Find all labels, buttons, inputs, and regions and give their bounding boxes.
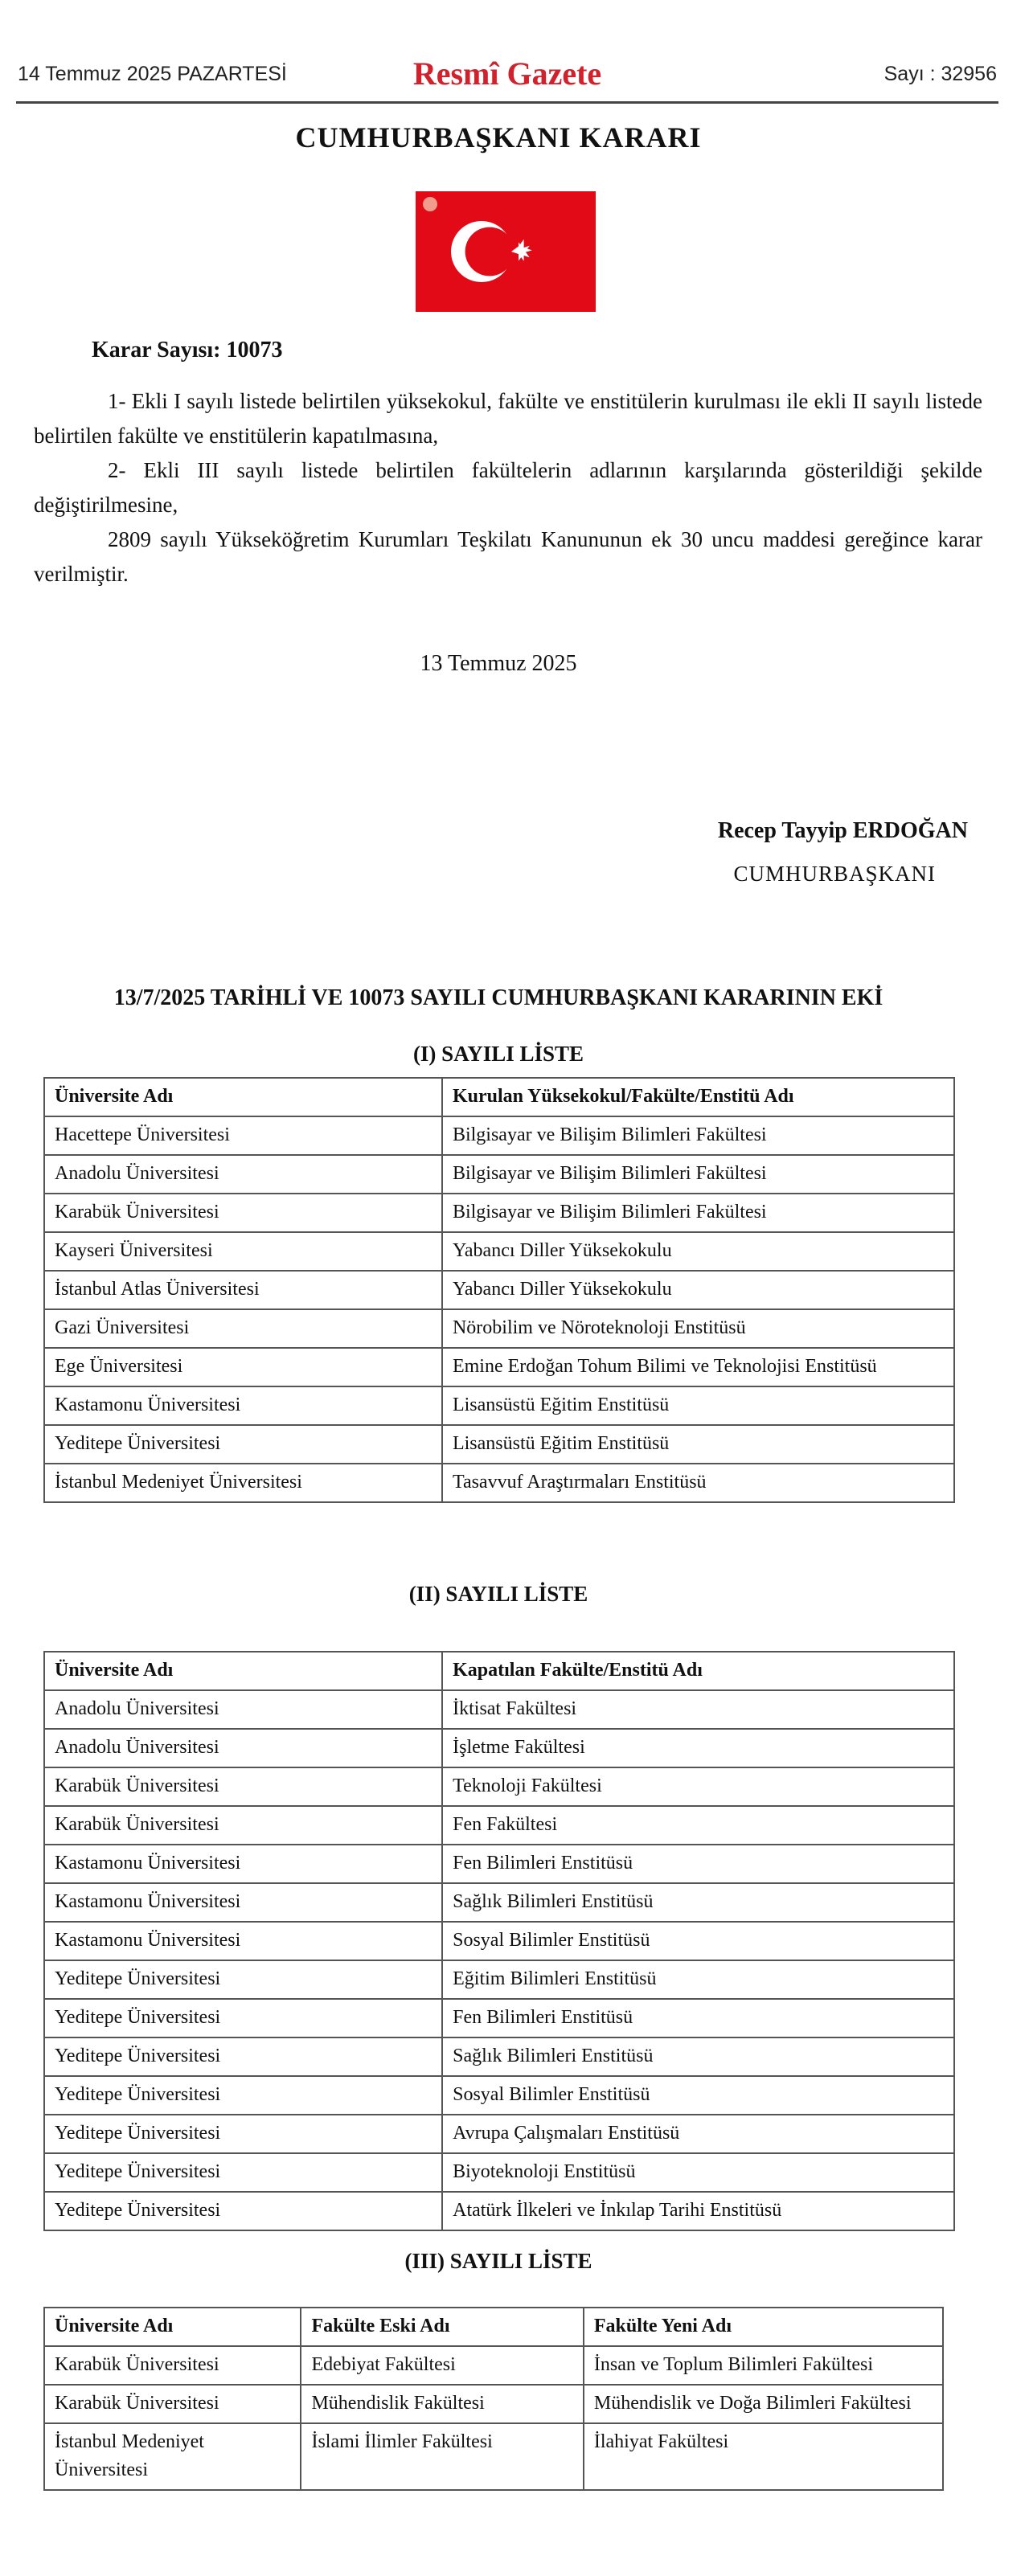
table-cell: Yeditepe Üniversitesi — [44, 2076, 442, 2115]
table-row — [44, 1960, 954, 1999]
table-cell: İktisat Fakültesi — [442, 1690, 954, 1729]
list-2-table — [43, 1651, 955, 2231]
table-row — [44, 1232, 954, 1271]
table-row — [44, 1386, 954, 1425]
table-row — [44, 2037, 954, 2076]
table-row — [44, 2115, 954, 2153]
decree-date: 13 Temmuz 2025 — [420, 651, 577, 676]
table-cell: Lisansüstü Eğitim Enstitüsü — [442, 1425, 954, 1464]
table-cell: Yeditepe Üniversitesi — [44, 1960, 442, 1999]
table-cell: Bilgisayar ve Bilişim Bilimleri Fakültesi — [442, 1116, 954, 1155]
table-cell: İlahiyat Fakültesi — [584, 2423, 943, 2490]
table-row — [44, 2153, 954, 2192]
decree-paragraph-3: 2809 sayılı Yükseköğretim Kurumları Teşkilatı Kanununun ek 30 uncu maddesi gereğince karar verilmiştir. — [34, 527, 982, 586]
table-row — [44, 1464, 954, 1502]
table-cell: Yeditepe Üniversitesi — [44, 1999, 442, 2037]
table-cell: Fen Bilimleri Enstitüsü — [442, 1999, 954, 2037]
table-cell: Kastamonu Üniversitesi — [44, 1883, 442, 1922]
table-row — [44, 1309, 954, 1348]
flag-emblem-mark — [423, 197, 437, 211]
decree-title: CUMHURBAŞKANI KARARI — [295, 121, 702, 154]
table-header-row — [44, 2308, 943, 2346]
table-row — [44, 1806, 954, 1845]
table-cell: Yeditepe Üniversitesi — [44, 1425, 442, 1464]
table-cell: Atatürk İlkeleri ve İnkılap Tarihi Enstitüsü — [442, 2192, 954, 2230]
table-cell: İstanbul Atlas Üniversitesi — [44, 1271, 442, 1309]
table-cell: Ege Üniversitesi — [44, 1348, 442, 1386]
column-header: Fakülte Yeni Adı — [584, 2308, 943, 2346]
table-cell: Kayseri Üniversitesi — [44, 1232, 442, 1271]
table-cell: İslami İlimler Fakültesi — [301, 2423, 583, 2490]
table-row — [44, 1883, 954, 1922]
table-cell: Lisansüstü Eğitim Enstitüsü — [442, 1386, 954, 1425]
table-cell: Sosyal Bilimler Enstitüsü — [442, 2076, 954, 2115]
issue-number: Sayı : 32956 — [883, 63, 997, 85]
table-header-row — [44, 1652, 954, 1690]
table-cell: Anadolu Üniversitesi — [44, 1690, 442, 1729]
table-row — [44, 1155, 954, 1194]
table-cell: Sağlık Bilimleri Enstitüsü — [442, 1883, 954, 1922]
table-cell: İstanbul Medeniyet Üniversitesi — [44, 1464, 442, 1502]
header-date: 14 Temmuz 2025 PAZARTESİ — [18, 63, 287, 85]
table-cell: Avrupa Çalışmaları Enstitüsü — [442, 2115, 954, 2153]
decree-paragraph-1: 1- Ekli I sayılı listede belirtilen yüksekokul, fakülte ve enstitülerin kurulması ile ekli II sayılı listede belirtilen fakülte ve enstitülerin kapatılmasına, — [34, 389, 982, 448]
table-row — [44, 1194, 954, 1232]
table-cell: Kastamonu Üniversitesi — [44, 1386, 442, 1425]
table-cell: Karabük Üniversitesi — [44, 2346, 301, 2385]
table-cell: Sosyal Bilimler Enstitüsü — [442, 1922, 954, 1960]
table-row — [44, 1845, 954, 1883]
table-cell: Edebiyat Fakültesi — [301, 2346, 583, 2385]
list-2-title: (II) SAYILI LİSTE — [408, 1582, 588, 1606]
column-header: Üniversite Adı — [44, 1078, 442, 1116]
table-cell: Karabük Üniversitesi — [44, 2385, 301, 2423]
table-row — [44, 1348, 954, 1386]
table-cell: Nörobilim ve Nöroteknoloji Enstitüsü — [442, 1309, 954, 1348]
table-cell: Yabancı Diller Yüksekokulu — [442, 1271, 954, 1309]
table-cell: Karabük Üniversitesi — [44, 1767, 442, 1806]
table-cell: Anadolu Üniversitesi — [44, 1155, 442, 1194]
table-cell: Karabük Üniversitesi — [44, 1806, 442, 1845]
gazette-name: Resmî Gazete — [412, 55, 602, 92]
table-row — [44, 2346, 943, 2385]
annex-title: 13/7/2025 TARİHLİ VE 10073 SAYILI CUMHURBAŞKANI KARARININ EKİ — [113, 985, 883, 1010]
list-3-title: (III) SAYILI LİSTE — [404, 2249, 592, 2273]
table-cell: Kastamonu Üniversitesi — [44, 1922, 442, 1960]
header-divider — [16, 101, 998, 104]
table-row — [44, 1999, 954, 2037]
table-cell: Emine Erdoğan Tohum Bilimi ve Teknolojisi Enstitüsü — [442, 1348, 954, 1386]
signer-title: CUMHURBAŞKANI — [733, 862, 936, 886]
list-2-body — [44, 1690, 954, 2230]
gazette-header — [18, 50, 997, 103]
decree-body — [34, 384, 982, 592]
signer-name: Recep Tayyip ERDOĞAN — [717, 818, 968, 843]
column-header: Üniversite Adı — [44, 2308, 301, 2346]
list-3-table — [43, 2307, 944, 2491]
table-cell: Biyoteknoloji Enstitüsü — [442, 2153, 954, 2192]
table-cell: Yeditepe Üniversitesi — [44, 2115, 442, 2153]
table-header-row — [44, 1078, 954, 1116]
table-cell: İnsan ve Toplum Bilimleri Fakültesi — [584, 2346, 943, 2385]
table-cell: Sağlık Bilimleri Enstitüsü — [442, 2037, 954, 2076]
table-cell: Anadolu Üniversitesi — [44, 1729, 442, 1767]
table-cell: Yeditepe Üniversitesi — [44, 2192, 442, 2230]
list-1-title: (I) SAYILI LİSTE — [412, 1042, 584, 1066]
turkish-flag-icon — [416, 191, 596, 312]
table-cell: Karabük Üniversitesi — [44, 1194, 442, 1232]
decree-paragraph-2: 2- Ekli III sayılı listede belirtilen fakültelerin adlarının karşılarında gösterildiği şekilde değiştirilmesine, — [34, 458, 982, 517]
column-header: Üniversite Adı — [44, 1652, 442, 1690]
table-row — [44, 1767, 954, 1806]
table-cell: Yabancı Diller Yüksekokulu — [442, 1232, 954, 1271]
table-cell: Teknoloji Fakültesi — [442, 1767, 954, 1806]
list-1-body — [44, 1116, 954, 1502]
table-row — [44, 1116, 954, 1155]
table-row — [44, 1922, 954, 1960]
table-cell: İşletme Fakültesi — [442, 1729, 954, 1767]
flag-crescent-inner — [465, 227, 514, 276]
column-header: Fakülte Eski Adı — [301, 2308, 583, 2346]
column-header: Kapatılan Fakülte/Enstitü Adı — [442, 1652, 954, 1690]
table-cell: Hacettepe Üniversitesi — [44, 1116, 442, 1155]
table-cell: Kastamonu Üniversitesi — [44, 1845, 442, 1883]
table-row — [44, 1425, 954, 1464]
table-row — [44, 1271, 954, 1309]
table-cell: Mühendislik ve Doğa Bilimleri Fakültesi — [584, 2385, 943, 2423]
table-cell: Yeditepe Üniversitesi — [44, 2037, 442, 2076]
table-row — [44, 2385, 943, 2423]
table-row — [44, 2423, 943, 2490]
decision-number: Karar Sayısı: 10073 — [92, 338, 283, 362]
table-cell: Eğitim Bilimleri Enstitüsü — [442, 1960, 954, 1999]
table-cell: Gazi Üniversitesi — [44, 1309, 442, 1348]
table-cell: Fen Bilimleri Enstitüsü — [442, 1845, 954, 1883]
table-cell: İstanbul Medeniyet Üniversitesi — [44, 2423, 301, 2490]
table-row — [44, 1729, 954, 1767]
list-3-body — [44, 2346, 943, 2490]
table-cell: Tasavvuf Araştırmaları Enstitüsü — [442, 1464, 954, 1502]
table-cell: Bilgisayar ve Bilişim Bilimleri Fakültesi — [442, 1155, 954, 1194]
table-cell: Mühendislik Fakültesi — [301, 2385, 583, 2423]
table-cell: Bilgisayar ve Bilişim Bilimleri Fakültesi — [442, 1194, 954, 1232]
table-row — [44, 1690, 954, 1729]
table-cell: Fen Fakültesi — [442, 1806, 954, 1845]
column-header: Kurulan Yüksekokul/Fakülte/Enstitü Adı — [442, 1078, 954, 1116]
list-1-table — [43, 1077, 955, 1503]
table-row — [44, 2192, 954, 2230]
table-cell: Yeditepe Üniversitesi — [44, 2153, 442, 2192]
table-row — [44, 2076, 954, 2115]
